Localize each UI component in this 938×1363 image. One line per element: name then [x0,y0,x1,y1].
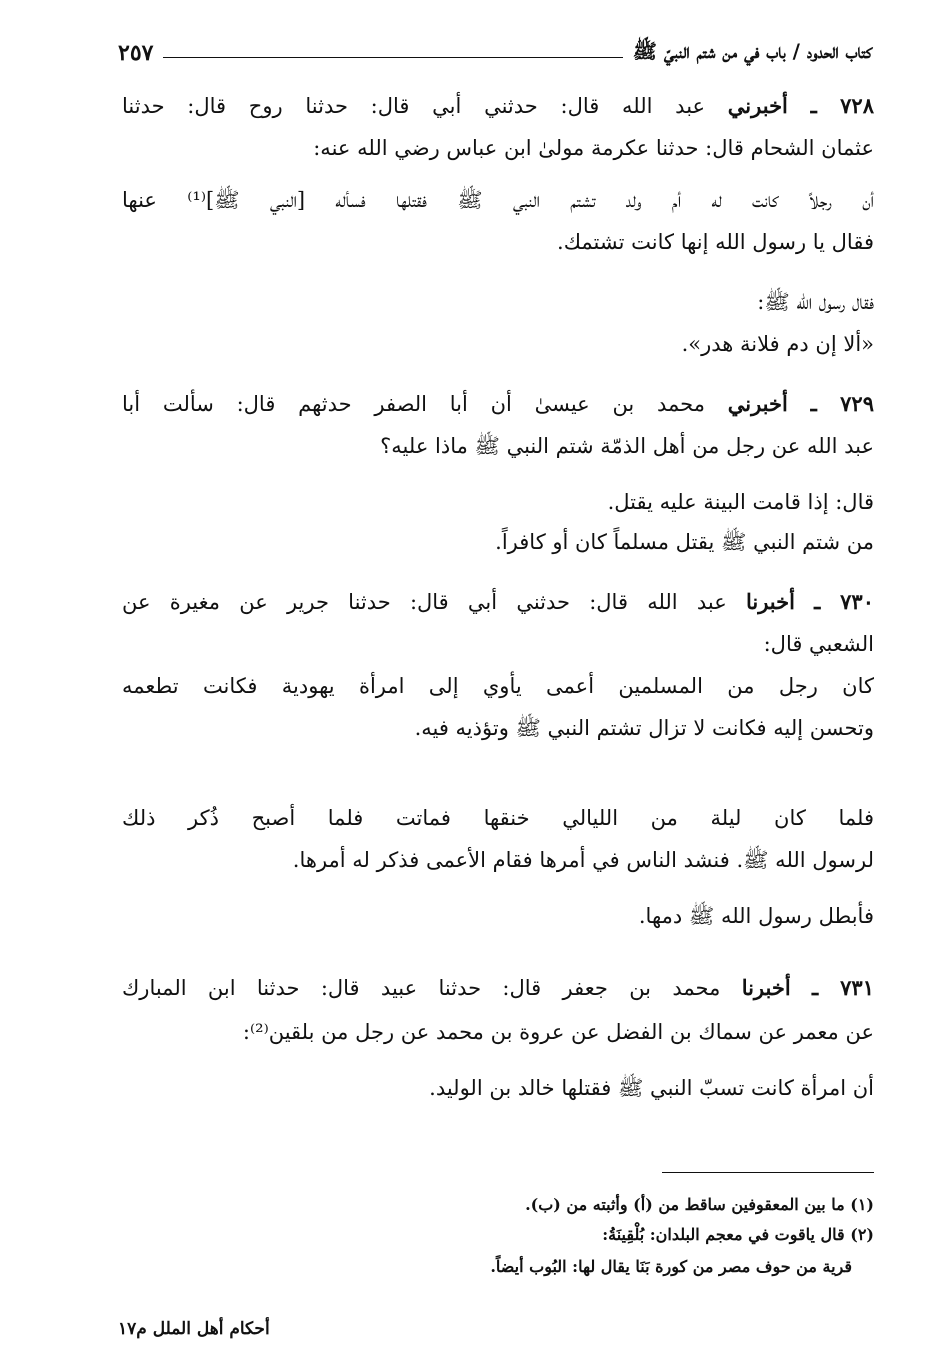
hadith-keyword: أخبرني [727,93,788,118]
hadith-730-line-7: فأبطل رسول الله ﷺ دمها. [638,904,874,928]
hadith-keyword: أخبرني [727,391,788,416]
hadith-number: ٧٢٩ ـ [810,391,874,416]
hadith-730-line-3: كان رجل من المسلمين أعمى يأوي إلى امرأة يهودية فكانت تطعمه [122,674,874,698]
chapter-title: كتاب الحدود / باب في من شتم النبيّ ﷺ [632,38,872,63]
hadith-728-line-1 [122,86,874,126]
page-number: ٢٥٧ [118,40,154,66]
hadith-730-line-4: وتحسن إليه فكانت لا تزال تشتم النبي ﷺ وتؤذيه فيه. [414,716,874,740]
hadith-728-line-2: عثمان الشحام قال: حدثنا عكرمة مولىٰ ابن عباس رضي الله عنه: [313,136,874,160]
footnote-2: (٢) قال ياقوت في معجم البلدان: بُلْقِينَةُ: [602,1225,874,1244]
hadith-text: عبد الله قال: حدثني أبي قال: حدثنا جرير عن مغيرة عن [122,590,727,614]
hadith-729-line-2: عبد الله عن رجل من أهل الذمّة شتم النبي ﷺ ماذا عليه؟ [380,434,874,458]
hadith-729-line-4: من شتم النبي ﷺ يقتل مسلماً كان أو كافراً. [495,530,874,554]
hadith-730-line-2: الشعبي قال: [763,632,874,656]
hadith-729-line-3: قال: إذا قامت البينة عليه يقتل. [607,490,874,514]
hadith-728-line-4: فقال يا رسول الله إنها كانت تشتمك. [557,230,874,254]
hadith-730-line-5: فلما كان ليلة من الليالي خنقها فماتت فلما أصبح ذُكر ذلك [122,806,874,830]
footnote-separator [662,1172,874,1173]
hadith-731-line-1 [122,968,874,1008]
hadith-731-line-2: عن معمر عن سماك بن الفضل عن عروة بن محمد عن رجل من بلقين⁽²⁾: [242,1020,874,1044]
hadith-731-line-3: أن امرأة كانت تسبّ النبي ﷺ فقتلها خالد بن الوليد. [429,1076,874,1100]
hadith-730-line-6: لرسول الله ﷺ. فنشد الناس في أمرها فقام الأعمى فذكر له أمرها. [292,848,874,872]
footnote-1: (١) ما بين المعقوفين ساقط من (أ) وأثبته من (ب). [525,1195,874,1214]
hadith-729-line-1 [122,384,874,424]
hadith-number: ٧٣١ ـ [812,975,874,1000]
hadith-text: محمد بن عيسىٰ أن أبا الصفر حدثهم قال: سألت أبا [122,392,705,416]
hadith-keyword: أخبرنا [745,589,795,614]
footer-signature: أحكام أهل الملل م١٧ [118,1319,270,1339]
footnote-2-continued: قرية من حوف مصر من كورة بَنَا يقال لها: البُوب أيضاً. [490,1257,852,1276]
hadith-text: محمد بن جعفر قال: حدثنا عبيد قال: حدثنا ابن المبارك [122,976,721,1000]
hadith-728-line-6: «ألا إن دم فلانة هدر». [681,332,874,356]
hadith-text: عبد الله قال: حدثني أبي قال: حدثنا روح قال: حدثنا [122,94,706,118]
running-header [118,36,872,70]
hadith-keyword: أخبرنا [741,975,791,1000]
hadith-730-line-1 [122,582,874,622]
hadith-number: ٧٢٨ ـ [810,93,874,118]
hadith-number: ٧٣٠ ـ [814,589,874,614]
hadith-728-line-3: أن رجلاً كانت له أم ولد تشتم النبي ﷺ فقتلها فسأله [النبي ﷺ]⁽¹⁾ عنها [122,188,874,212]
header-rule [163,57,622,58]
hadith-728-line-5: فقال رسول الله ﷺ: [757,290,874,314]
